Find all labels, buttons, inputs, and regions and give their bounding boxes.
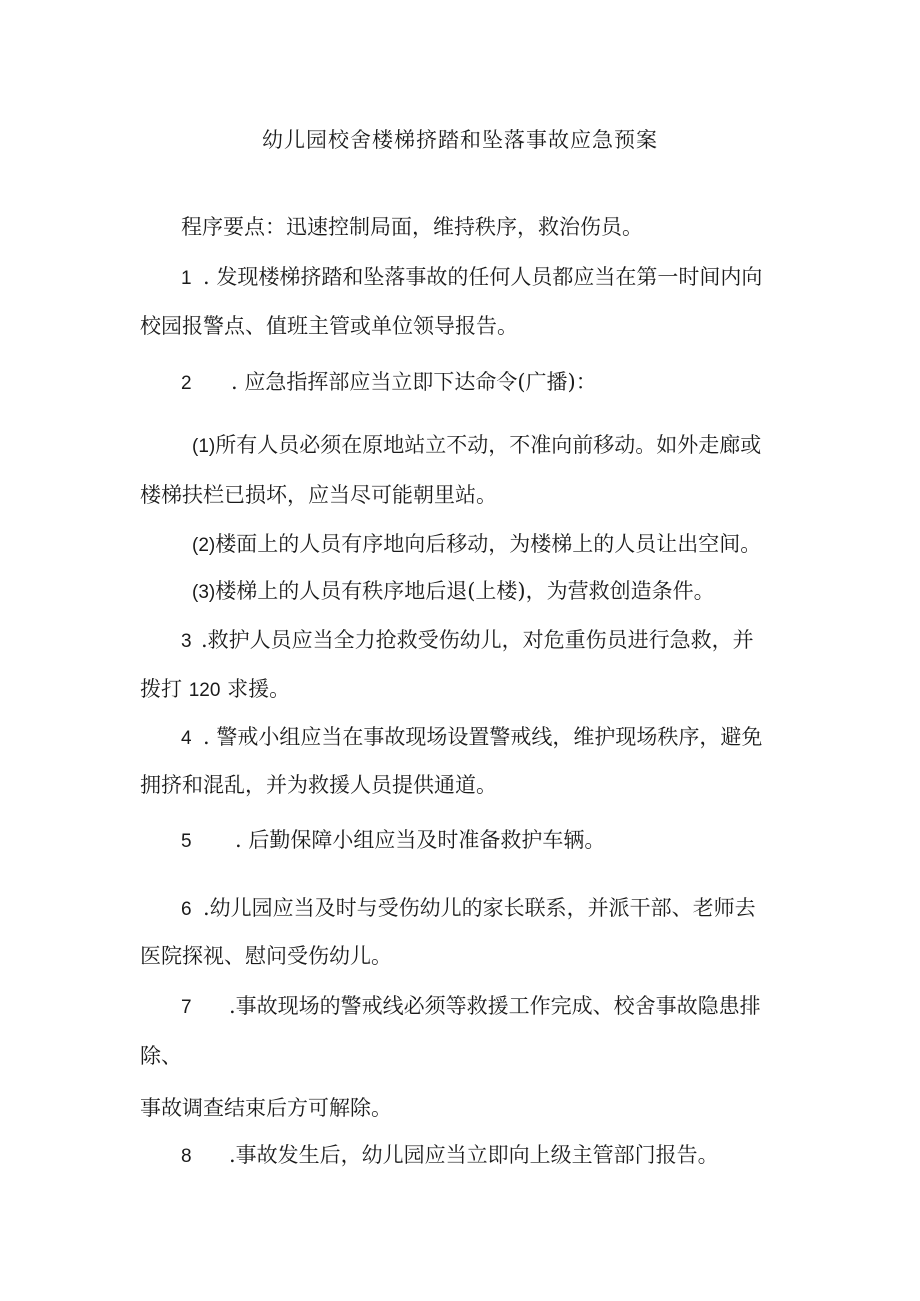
item-6-number: 6	[181, 899, 192, 920]
item-4-line-1	[181, 723, 762, 753]
item-8-number: 8	[181, 1146, 192, 1167]
item-7-line-2: 除、	[140, 1044, 182, 1068]
item-7-number: 7	[181, 997, 192, 1018]
item-7-line-1	[181, 992, 761, 1022]
item-4-text: . 警戒小组应当在事故现场设置警戒线，维护现场秩序，避免	[203, 725, 763, 749]
sub-3-line-1	[192, 577, 715, 607]
item-3-number: 3	[181, 631, 192, 652]
sub-3-text: 楼梯上的人员有秩序地后退(上楼)，为营救创造条件。	[215, 579, 715, 603]
item-4-line-2: 拥挤和混乱，并为救援人员提供通道。	[140, 773, 497, 797]
item-8-line-1	[181, 1141, 719, 1171]
key-points: 程序要点：迅速控制局面，维持秩序，救治伤员。	[181, 215, 643, 239]
item-1-number: 1	[181, 268, 192, 289]
sub-1-line-2: 楼梯扶栏已损坏，应当尽可能朝里站。	[140, 483, 497, 507]
item-1-text: . 发现楼梯挤踏和坠落事故的任何人员都应当在第一时间内向	[203, 265, 763, 289]
item-7-text: .事故现场的警戒线必须等救援工作完成、校舍事故隐患排	[229, 994, 761, 1018]
emergency-number: 120	[188, 680, 221, 701]
item-1-line-1	[181, 263, 762, 293]
document-title: 幼儿园校舍楼梯挤踏和坠落事故应急预案	[262, 128, 658, 152]
item-3-line-1	[181, 626, 754, 656]
item-1-line-2: 校园报警点、值班主管或单位领导报告。	[140, 314, 518, 338]
item-2-number: 2	[181, 373, 192, 394]
sub-2-text: 楼面上的人员有序地向后移动，为楼梯上的人员让出空间。	[215, 532, 762, 556]
item-5-line-1	[181, 826, 605, 856]
item-7-line-3: 事故调查结束后方可解除。	[140, 1096, 392, 1120]
item-5-text: . 后勤保障小组应当及时准备救护车辆。	[235, 828, 606, 852]
item-6-text: .幼儿园应当及时与受伤幼儿的家长联系，并派干部、老师去	[203, 896, 756, 920]
sub-1-text: 所有人员必须在原地站立不动，不准向前移动。如外走廊或	[215, 433, 762, 457]
item-5-number: 5	[181, 831, 192, 852]
item-2-line-1	[181, 368, 597, 398]
sub-1-marker: (1)	[192, 436, 216, 457]
item-3-line-2: 拨打 120 求援。	[140, 677, 291, 701]
item-4-number: 4	[181, 728, 192, 749]
item-8-text: .事故发生后，幼儿园应当立即向上级主管部门报告。	[229, 1143, 719, 1167]
item-6-line-2: 医院探视、慰问受伤幼儿。	[140, 944, 392, 968]
sub-2-line-1	[192, 530, 761, 560]
sub-3-marker: (3)	[192, 582, 216, 603]
item-6-line-1	[181, 894, 756, 924]
item-2-text: . 应急指挥部应当立即下达命令(广播)：	[231, 370, 597, 394]
item-3-text: .救护人员应当全力抢救受伤幼儿，对危重伤员进行急救，并	[201, 628, 754, 652]
sub-2-marker: (2)	[192, 535, 216, 556]
sub-1-line-1	[192, 431, 761, 461]
